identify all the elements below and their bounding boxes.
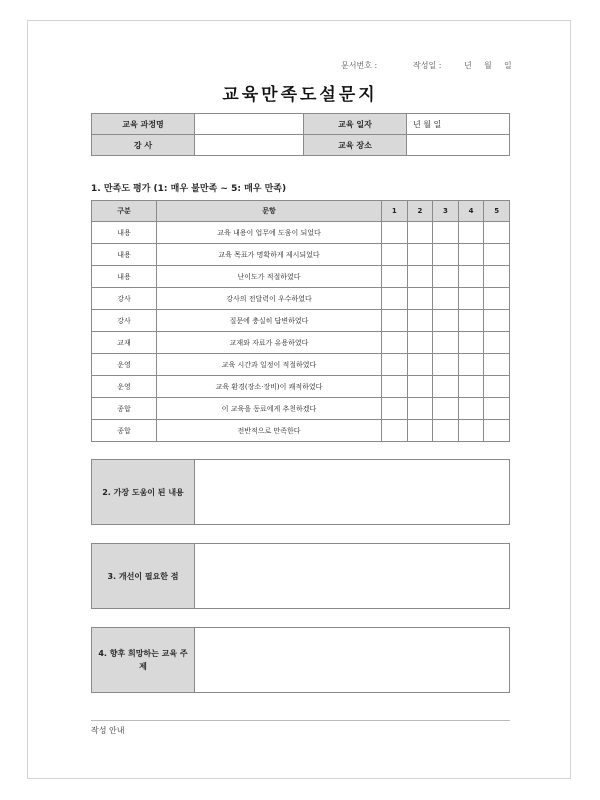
best-content-field[interactable]: [195, 460, 509, 524]
score-cell-2[interactable]: [407, 332, 433, 354]
row-question: 난이도가 적절하였다: [157, 266, 382, 288]
future-topic-section: [91, 627, 510, 693]
row-question: 교육 환경(장소·장비)이 쾌적하였다: [157, 376, 382, 398]
score-cell-1[interactable]: [382, 266, 408, 288]
score-cell-1[interactable]: [382, 222, 408, 244]
instructor-field[interactable]: [195, 135, 304, 156]
course-place-label: 교육 장소: [304, 135, 407, 156]
row-category: 교재: [92, 332, 157, 354]
score-cell-2[interactable]: [407, 288, 433, 310]
row-question: 전반적으로 만족한다: [157, 420, 382, 442]
best-content-label: 2. 가장 도움이 된 내용: [92, 460, 195, 524]
row-category: 운영: [92, 376, 157, 398]
month-label: 월: [484, 61, 492, 70]
score-cell-3[interactable]: [433, 310, 459, 332]
score-cell-4[interactable]: [458, 354, 484, 376]
score-cell-1[interactable]: [382, 244, 408, 266]
improvement-label: 3. 개선이 필요한 점: [92, 544, 195, 608]
row-category: 내용: [92, 222, 157, 244]
score-cell-4[interactable]: [458, 288, 484, 310]
score-cell-1[interactable]: [382, 420, 408, 442]
score-cell-5[interactable]: [484, 288, 510, 310]
row-category: 강사: [92, 288, 157, 310]
score-cell-3[interactable]: [433, 398, 459, 420]
page-title: 교육만족도설문지: [222, 85, 378, 105]
footer-note: 작성 안내: [91, 726, 125, 735]
rating-table: [91, 200, 510, 442]
rating-header-row: [92, 201, 510, 222]
course-date-label: 교육 일자: [304, 114, 407, 135]
rating-row: [92, 310, 510, 332]
score-cell-4[interactable]: [458, 310, 484, 332]
score-cell-2[interactable]: [407, 244, 433, 266]
score-cell-1[interactable]: [382, 310, 408, 332]
score-cell-5[interactable]: [484, 376, 510, 398]
score-cell-5[interactable]: [484, 420, 510, 442]
score-cell-1[interactable]: [382, 354, 408, 376]
day-label: 일: [504, 61, 512, 70]
score-cell-3[interactable]: [433, 288, 459, 310]
doc-number-label: 문서번호 :: [341, 61, 378, 70]
header-question: 문항: [157, 201, 382, 222]
score-cell-2[interactable]: [407, 376, 433, 398]
score-cell-1[interactable]: [382, 398, 408, 420]
instructor-label: 강 사: [92, 135, 195, 156]
row-question: 이 교육을 동료에게 추천하겠다: [157, 398, 382, 420]
score-cell-5[interactable]: [484, 354, 510, 376]
score-cell-3[interactable]: [433, 420, 459, 442]
score-cell-5[interactable]: [484, 244, 510, 266]
score-cell-3[interactable]: [433, 332, 459, 354]
info-table: [91, 113, 510, 156]
course-name-label: 교육 과정명: [92, 114, 195, 135]
score-cell-5[interactable]: [484, 266, 510, 288]
future-topic-field[interactable]: [195, 628, 509, 692]
score-cell-3[interactable]: [433, 266, 459, 288]
best-content-section: [91, 459, 510, 525]
row-question: 교육 시간과 일정이 적절하였다: [157, 354, 382, 376]
score-cell-2[interactable]: [407, 222, 433, 244]
row-question: 교육 내용이 업무에 도움이 되었다: [157, 222, 382, 244]
footer-divider: [91, 720, 510, 721]
score-cell-1[interactable]: [382, 376, 408, 398]
header-score-4: 4: [458, 201, 484, 222]
course-name-field[interactable]: [195, 114, 304, 135]
score-cell-1[interactable]: [382, 332, 408, 354]
rating-row: [92, 244, 510, 266]
document-meta: [0, 60, 600, 74]
header-score-1: 1: [382, 201, 408, 222]
improvement-section: [91, 543, 510, 609]
improvement-field[interactable]: [195, 544, 509, 608]
row-category: 종합: [92, 398, 157, 420]
rating-row: [92, 420, 510, 442]
row-question: 교재와 자료가 유용하였다: [157, 332, 382, 354]
rating-row: [92, 376, 510, 398]
rating-row: [92, 354, 510, 376]
score-cell-4[interactable]: [458, 332, 484, 354]
row-category: 운영: [92, 354, 157, 376]
score-cell-2[interactable]: [407, 310, 433, 332]
rating-body: [92, 222, 510, 442]
score-cell-5[interactable]: [484, 222, 510, 244]
row-question: 교육 목표가 명확하게 제시되었다: [157, 244, 382, 266]
rating-row: [92, 266, 510, 288]
score-cell-4[interactable]: [458, 420, 484, 442]
rating-row: [92, 222, 510, 244]
row-category: 내용: [92, 266, 157, 288]
score-cell-3[interactable]: [433, 354, 459, 376]
row-question: 질문에 충실히 답변하였다: [157, 310, 382, 332]
score-cell-5[interactable]: [484, 398, 510, 420]
score-cell-4[interactable]: [458, 244, 484, 266]
year-label: 년: [464, 61, 472, 70]
row-category: 내용: [92, 244, 157, 266]
score-cell-3[interactable]: [433, 376, 459, 398]
course-place-field[interactable]: [407, 135, 510, 156]
score-cell-4[interactable]: [458, 376, 484, 398]
course-date-field[interactable]: 년 월 일: [407, 114, 510, 135]
row-category: 종합: [92, 420, 157, 442]
score-cell-3[interactable]: [433, 222, 459, 244]
score-cell-4[interactable]: [458, 266, 484, 288]
row-category: 강사: [92, 310, 157, 332]
header-score-3: 3: [433, 201, 459, 222]
rating-row: [92, 288, 510, 310]
score-cell-1[interactable]: [382, 288, 408, 310]
header-score-5: 5: [484, 201, 510, 222]
score-cell-5[interactable]: [484, 332, 510, 354]
score-cell-2[interactable]: [407, 266, 433, 288]
score-cell-4[interactable]: [458, 398, 484, 420]
rating-row: [92, 332, 510, 354]
score-cell-5[interactable]: [484, 310, 510, 332]
score-cell-2[interactable]: [407, 398, 433, 420]
future-topic-label: 4. 향후 희망하는 교육 주제: [92, 628, 195, 692]
score-cell-4[interactable]: [458, 222, 484, 244]
rating-row: [92, 398, 510, 420]
header-score-2: 2: [407, 201, 433, 222]
written-date-label: 작성일 :: [413, 61, 442, 70]
header-category: 구분: [92, 201, 157, 222]
score-cell-2[interactable]: [407, 354, 433, 376]
score-cell-3[interactable]: [433, 244, 459, 266]
score-cell-2[interactable]: [407, 420, 433, 442]
section1-title: 1. 만족도 평가 (1: 매우 불만족 ~ 5: 매우 만족): [91, 184, 287, 194]
row-question: 강사의 전달력이 우수하였다: [157, 288, 382, 310]
